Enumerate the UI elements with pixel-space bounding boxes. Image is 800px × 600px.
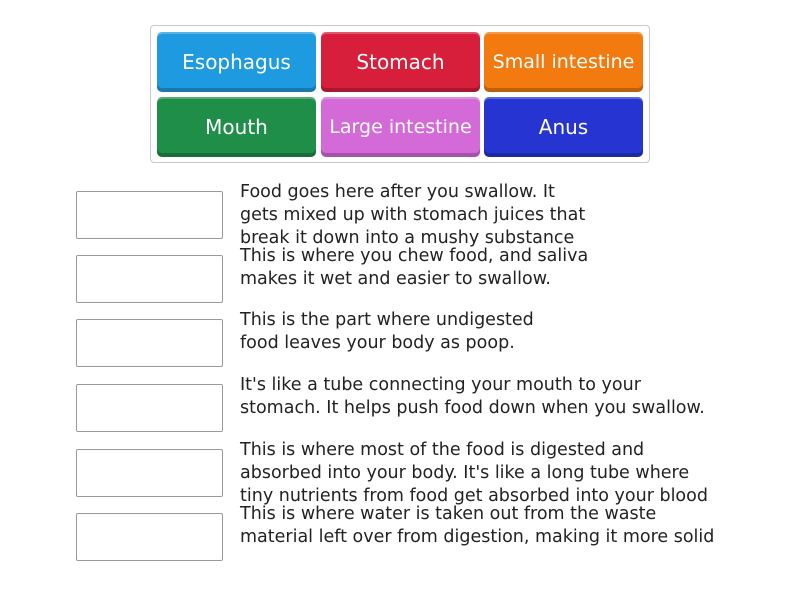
answer-tile-bank [150,25,650,163]
drop-box[interactable] [76,384,223,432]
clue-text: Food goes here after you swallow. It gets mixed up with stomach juices that break it down into a mushy substance [240,182,586,248]
match-row [76,439,756,506]
match-row [76,245,756,301]
clue-text: This is the part where undigested food leaves your body as poop. [240,310,534,353]
tile-large-intestine[interactable]: Large intestine [321,97,480,157]
tile-esophagus[interactable]: Esophagus [157,32,316,92]
match-row [76,374,756,430]
drop-box[interactable] [76,191,223,239]
clue-text: This is where most of the food is digested and absorbed into your body. It's like a long tube where tiny nutrients from food get absorbed into your blood [240,440,708,506]
match-row [76,309,756,365]
tile-anus[interactable]: Anus [484,97,643,157]
drop-box[interactable] [76,319,223,367]
tile-stomach[interactable]: Stomach [321,32,480,92]
tile-mouth[interactable]: Mouth [157,97,316,157]
clue-text: It's like a tube connecting your mouth to your stomach. It helps push food down when you swallow. [240,375,705,418]
drop-box[interactable] [76,449,223,497]
drop-box[interactable] [76,513,223,561]
tile-small-intestine[interactable]: Small intestine [484,32,643,92]
drop-box[interactable] [76,255,223,303]
clue-text: This is where water is taken out from the waste material left over from digestion, making it more solid [240,504,715,547]
match-row [76,503,756,559]
match-row [76,181,756,248]
clue-text: This is where you chew food, and saliva makes it wet and easier to swallow. [240,246,589,289]
